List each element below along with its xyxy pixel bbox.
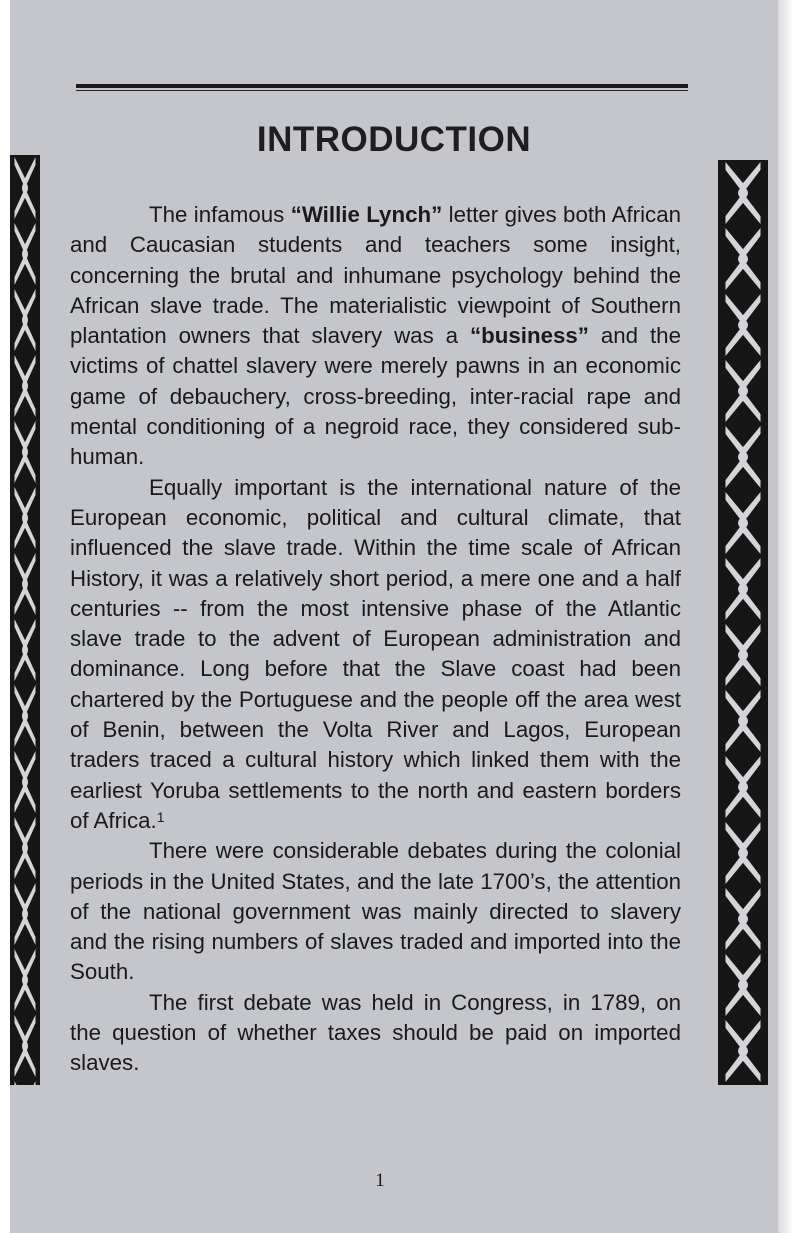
top-rule-thin	[76, 90, 688, 91]
border-motif	[15, 223, 36, 285]
border-motif	[15, 421, 36, 483]
border-motif	[15, 949, 36, 1011]
left-decorative-border	[10, 155, 40, 1085]
border-motif	[15, 751, 36, 813]
border-motif	[15, 553, 36, 615]
top-rule-thick	[76, 84, 688, 88]
border-motif	[726, 294, 761, 356]
border-motif	[726, 558, 761, 620]
border-motif	[15, 619, 36, 681]
border-motif	[15, 883, 36, 945]
bold-text: “business”	[469, 323, 589, 349]
page	[10, 0, 778, 1233]
paragraph	[70, 836, 681, 987]
paragraph	[70, 200, 681, 473]
body-text	[70, 200, 681, 1079]
border-motif	[726, 162, 761, 224]
border-motif	[726, 492, 761, 554]
border-motif	[726, 228, 761, 290]
text-segment: and the victims of chattel slavery were merely pawns in an economic game of debauchery, cross-breeding, inter-racial rape and mental conditioning of a negroid race, they considered sub-human.	[70, 323, 681, 470]
border-motif	[15, 355, 36, 417]
border-motif	[15, 289, 36, 351]
border-motif	[726, 690, 761, 752]
border-motif	[15, 1015, 36, 1077]
footnote-marker: 1	[156, 808, 165, 825]
page-number: 1	[375, 1170, 385, 1191]
border-motif	[726, 426, 761, 488]
paragraph	[70, 473, 681, 837]
border-motif	[726, 624, 761, 686]
text-segment: The first debate was held in Congress, in 1789, on the question of whether taxes should be paid on imported slaves.	[70, 989, 681, 1076]
border-motif	[15, 157, 36, 219]
text-segment: Equally important is the international nature of the European economic, political and cultural climate, that influenced the slave trade. Within the time scale of African History, it was a relatively short period, a mere one and a half centuries -- from the most intensive phase of the Atlantic slave trade to the advent of European administration and dominance. Long before that the Slave coast had been chartered by the Portuguese and the people off the area west of Benin, between the Volta River and Lagos, European traders traced a cultural history which linked them with the earliest Yoruba settlements to the north and eastern borders of Africa.	[70, 474, 681, 833]
border-motif	[726, 360, 761, 422]
border-motif	[726, 756, 761, 818]
border-motif	[726, 954, 761, 1016]
border-motif	[15, 1081, 36, 1085]
text-segment: The infamous	[149, 202, 291, 227]
border-motif	[726, 1020, 761, 1082]
border-motif	[726, 888, 761, 950]
border-motif	[15, 817, 36, 879]
text-segment: letter gives both African and Caucasian students and teachers some insight, concerning the brutal and inhumane psychology behind the African slave trade. The materialistic viewpoint of Southern plantation owners that slavery was a	[70, 202, 681, 349]
bold-text: “Willie Lynch”	[290, 202, 443, 227]
right-decorative-border	[718, 160, 768, 1085]
right-border-pattern-icon	[718, 160, 768, 1085]
border-motif	[15, 487, 36, 549]
page-title: INTRODUCTION	[256, 120, 532, 159]
text-segment: There were considerable debates during the colonial periods in the United States, and the late 1700’s, the attention of the national government was mainly directed to slavery and the rising numbers of slaves traded and imported into the South.	[70, 838, 681, 985]
border-motif	[726, 822, 761, 884]
paragraph	[70, 988, 681, 1079]
border-motif	[15, 685, 36, 747]
left-border-pattern-icon	[10, 155, 40, 1085]
page-edge	[778, 0, 794, 1233]
